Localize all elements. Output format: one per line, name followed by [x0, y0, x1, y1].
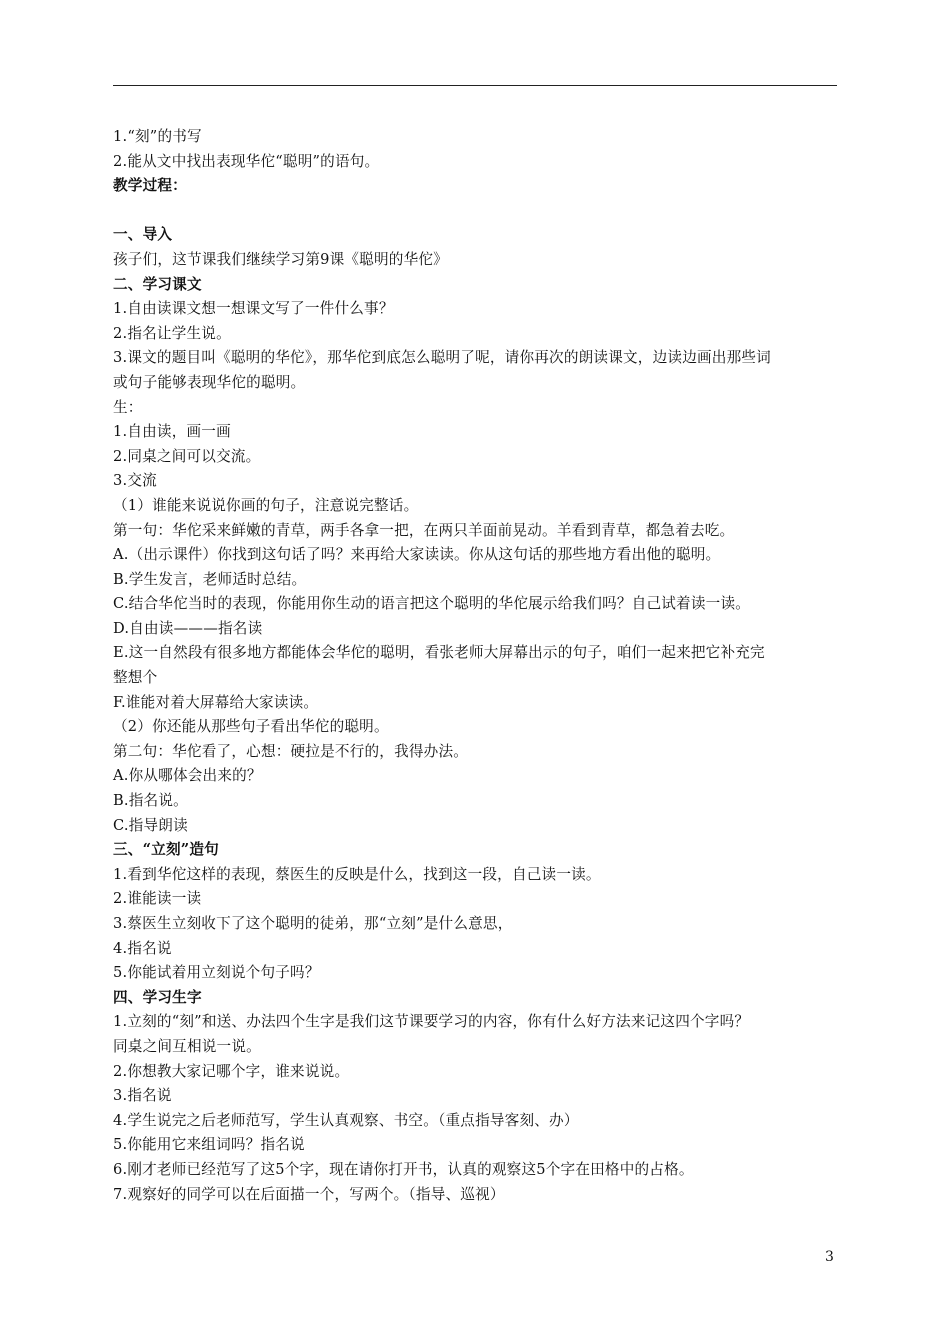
- text-line: 2.谁能读一读: [113, 890, 202, 908]
- text-line: C.指导朗读: [113, 816, 188, 834]
- text-line: 2.你想教大家记哪个字，谁来说说。: [113, 1062, 350, 1080]
- text-line: 3.指名说: [113, 1087, 172, 1105]
- section-heading: 一、导入: [113, 226, 173, 244]
- text-line: 5.你能用它来组词吗？指名说: [113, 1136, 305, 1154]
- text-line: 1.自由读课文想一想课文写了一件什么事？: [113, 300, 394, 318]
- section-heading: 三、“立刻”造句: [113, 841, 219, 859]
- text-line: 或句子能够表现华佗的聪明。: [113, 373, 306, 391]
- text-line: 同桌之间互相说一说。: [113, 1037, 261, 1055]
- text-line: 1.看到华佗这样的表现，蔡医生的反映是什么，找到这一段，自己读一读。: [113, 865, 601, 883]
- text-line: 6.刚才老师已经范写了这5个字，现在请你打开书，认真的观察这5个字在田格中的占格。: [113, 1160, 694, 1178]
- text-line: 2.指名让学生说。: [113, 324, 231, 342]
- text-line: 2.同桌之间可以交流。: [113, 447, 261, 465]
- text-line: F.谁能对着大屏幕给大家读读。: [113, 693, 319, 711]
- text-line: 4.学生说完之后老师范写，学生认真观察、书空。（重点指导客刻、办）: [113, 1111, 579, 1129]
- text-line: 5.你能试着用立刻说个句子吗？: [113, 964, 320, 982]
- section-heading: 四、学习生字: [113, 988, 202, 1006]
- text-line: B.指名说。: [113, 792, 188, 810]
- text-line: 整想个: [113, 669, 158, 687]
- text-line: A.（出示课件）你找到这句话了吗？来再给大家读读。你从这句话的那些地方看出他的聪明。: [113, 546, 721, 564]
- text-line: 第一句：华佗采来鲜嫩的青草，两手各拿一把，在两只羊面前晃动。羊看到青草，都急着去吃。: [113, 521, 735, 539]
- text-line: （2）你还能从那些句子看出华佗的聪明。: [113, 718, 389, 736]
- text-line: 3.课文的题目叫《聪明的华佗》，那华佗到底怎么聪明了呢，请你再次的朗读课文，边读边画出那些词: [113, 349, 771, 367]
- section-heading: 二、学习课文: [113, 275, 202, 293]
- section-heading: 教学过程：: [113, 177, 187, 195]
- text-line: 3.交流: [113, 472, 157, 490]
- text-line: 2.能从文中找出表现华佗“聪明”的语句。: [113, 152, 380, 170]
- text-line: 7.观察好的同学可以在后面描一个，写两个。（指导、巡视）: [113, 1185, 505, 1203]
- header-rule: [113, 85, 837, 86]
- text-line: B.学生发言，老师适时总结。: [113, 570, 307, 588]
- page-number: 3: [825, 1249, 834, 1265]
- text-line: 1.立刻的“刻”和送、办法四个生字是我们这节课要学习的内容，你有什么好方法来记这四个字吗？: [113, 1013, 750, 1031]
- text-line: D.自由读———指名读: [113, 619, 263, 637]
- document-body: [113, 125, 843, 1207]
- text-line: 1.自由读，画一画: [113, 423, 231, 441]
- text-line: 第二句：华佗看了，心想：硬拉是不行的，我得办法。: [113, 742, 469, 760]
- text-line: 1.“刻”的书写: [113, 128, 202, 145]
- text-line: 4.指名说: [113, 939, 172, 957]
- text-line: 生：: [113, 398, 143, 416]
- text-line: A.你从哪体会出来的？: [113, 767, 262, 785]
- text-line: 3.蔡医生立刻收下了这个聪明的徒弟，那“立刻”是什么意思，: [113, 915, 513, 932]
- text-line: （1）谁能来说说你画的句子，注意说完整话。: [113, 496, 419, 514]
- blank-line: [113, 199, 843, 224]
- text-line: E.这一自然段有很多地方都能体会华佗的聪明，看张老师大屏幕出示的句子，咱们一起来把它补充完: [113, 644, 765, 662]
- text-line: 孩子们，这节课我们继续学习第9课《聪明的华佗》: [113, 250, 448, 268]
- text-line: C.结合华佗当时的表现，你能用你生动的语言把这个聪明的华佗展示给我们吗？自己试着读一读。: [113, 595, 751, 613]
